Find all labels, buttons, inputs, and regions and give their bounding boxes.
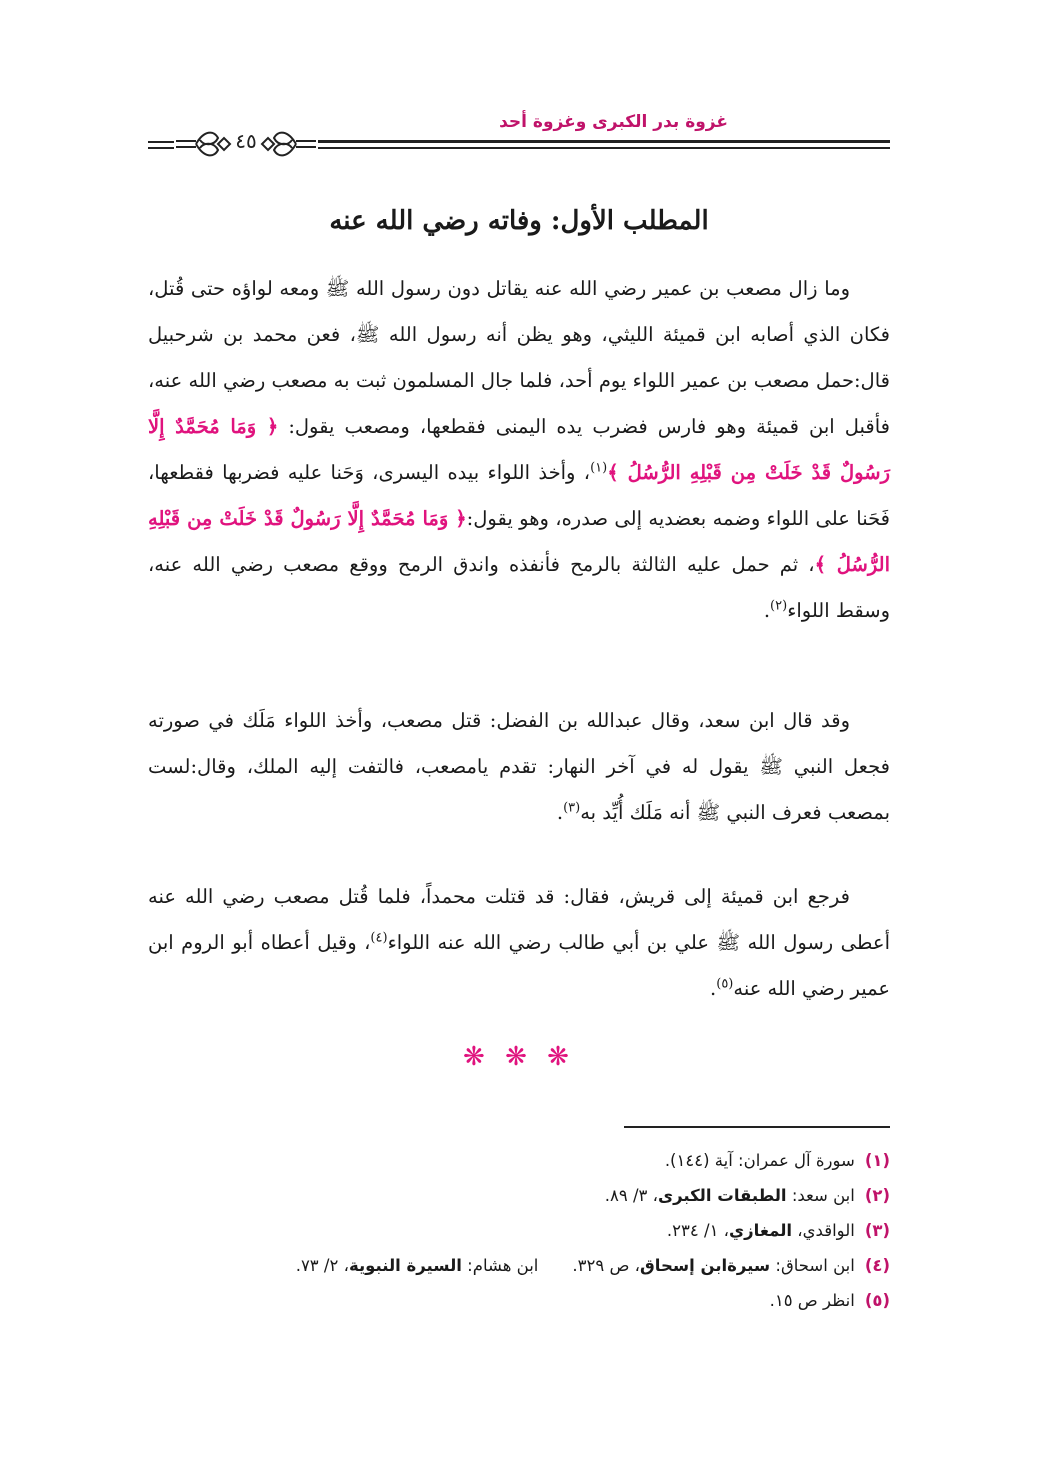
paragraph-end: . bbox=[763, 599, 771, 622]
paragraph-end: . bbox=[556, 801, 564, 824]
quran-verse: ﴿ وَمَا مُحَمَّدٌ إِلَّا رَسُولٌ قَدْ خَلَتْ مِن قَبْلِهِ الرُّسُلُ ﴾ bbox=[148, 415, 890, 484]
footnote-text: ابن سعد: bbox=[786, 1186, 855, 1205]
footnote-source-title: سيرةابن إسحاق bbox=[640, 1256, 771, 1275]
footnote-source-title: السيرة النبوية bbox=[348, 1256, 462, 1275]
paragraph-end: . bbox=[710, 977, 717, 1000]
footnote-text: انظر ص ١٥. bbox=[769, 1291, 855, 1310]
footnote-ref[interactable]: (٣) bbox=[563, 800, 581, 816]
header-rule-left-double bbox=[148, 147, 174, 149]
footnote-text: ابن هشام: bbox=[461, 1256, 539, 1275]
header-rule-double bbox=[318, 147, 890, 149]
paragraph-text: فرجع ابن قميئة إلى قريش، فقال: قد قتلت محمداً، فلما قُتل مصعب رضي الله عنه أعطى رسول الله ﷺ علي بن أبي طالب رضي الله عنه اللواء bbox=[148, 885, 890, 954]
footnote-number: (٤) bbox=[864, 1256, 890, 1275]
footnote-number: (٢) bbox=[864, 1186, 890, 1205]
footnote-item bbox=[148, 1143, 890, 1178]
footnotes-list bbox=[148, 1143, 890, 1318]
footnote-text: ، ٢/ ٧٣. bbox=[295, 1256, 349, 1275]
footnote-rule bbox=[624, 1126, 890, 1128]
footnote-text: الواقدي، bbox=[792, 1221, 855, 1240]
header-rule bbox=[318, 140, 890, 143]
paragraph-text: وما زال مصعب بن عمير رضي الله عنه يقاتل دون رسول الله ﷺ ومعه لواؤه حتى قُتل، فكان الذي أصابه ابن قميئة الليثي، وهو يظن أنه رسول الله ﷺ، فعن محمد بن شرحبيل قال:حمل مصعب بن عمير اللواء يوم أحد، فلما جال المسلمون ثبت به مصعب رضي الله عنه، فأقبل ابن قميئة وهو فارس فضرب يده اليمنى فقطعها، ومصعب يقول: bbox=[148, 277, 890, 438]
footnote-number: (٣) bbox=[864, 1221, 890, 1240]
footnote-text: ، ١/ ٢٣٤. bbox=[666, 1221, 730, 1240]
paragraph-2 bbox=[148, 698, 890, 836]
paragraph-text: ، وأخذ اللواء بيده اليسرى، وَحَنا عليه فضربها فقطعها، فَحَنا على اللواء وضمه بعضديه إلى صدره، وهو يقول: bbox=[148, 461, 890, 530]
header-rule-left bbox=[148, 141, 174, 143]
footnote-ref[interactable]: (٢) bbox=[770, 598, 788, 614]
footnote-ref[interactable]: (١) bbox=[590, 460, 608, 476]
footnote-number: (١) bbox=[864, 1151, 890, 1170]
section-separator: ❋ ❋ ❋ bbox=[463, 1042, 575, 1072]
footnote-ref[interactable]: (٥) bbox=[716, 976, 734, 992]
running-title: غزوة بدر الكبرى وغزوة أحد bbox=[499, 112, 728, 132]
footnote-ref[interactable]: (٤) bbox=[370, 930, 388, 946]
paragraph-1 bbox=[148, 266, 890, 634]
footnote-item bbox=[148, 1178, 890, 1213]
section-title: المطلب الأول: وفاته رضي الله عنه bbox=[329, 206, 709, 236]
footnote-item bbox=[148, 1213, 890, 1248]
footnote-text: ، ص ٣٢٩. bbox=[572, 1256, 640, 1275]
footnote-text: ابن اسحاق: bbox=[770, 1256, 855, 1275]
quran-verse: ﴿ وَمَا مُحَمَّدٌ إِلَّا رَسُولٌ قَدْ خَلَتْ مِن قَبْلِهِ الرُّسُلُ ﴾ bbox=[148, 507, 890, 576]
paragraph-text: ، ثم حمل عليه الثالثة بالرمح فأنفذه واندق الرمح ووقع مصعب رضي الله عنه، وسقط اللواء bbox=[148, 553, 890, 622]
paragraph-text: وقد قال ابن سعد، وقال عبدالله بن الفضل: قتل مصعب، وأخذ اللواء مَلَك في صورته فجعل النبي ﷺ يقول له في آخر النهار: تقدم يامصعب، فالتفت إليه الملك، وقال:لست بمصعب فعرف النبي ﷺ أنه مَلَك أُيِّد به bbox=[148, 709, 890, 824]
footnote-text: ، ٣/ ٨٩. bbox=[604, 1186, 658, 1205]
paragraph-3 bbox=[148, 874, 890, 1012]
footnote-item bbox=[148, 1248, 890, 1283]
footnote-text: سورة آل عمران: آية (١٤٤). bbox=[664, 1151, 855, 1170]
footnote-number: (٥) bbox=[864, 1291, 890, 1310]
footnote-source-title: الطبقات الكبرى bbox=[657, 1186, 787, 1205]
footnote-item bbox=[148, 1283, 890, 1318]
page-number: ٤٥ bbox=[235, 129, 257, 153]
footnote-source-title: المغازي bbox=[729, 1221, 793, 1240]
paragraph-text: ، وقيل أعطاه أبو الروم ابن عمير رضي الله عنه bbox=[148, 931, 890, 1000]
